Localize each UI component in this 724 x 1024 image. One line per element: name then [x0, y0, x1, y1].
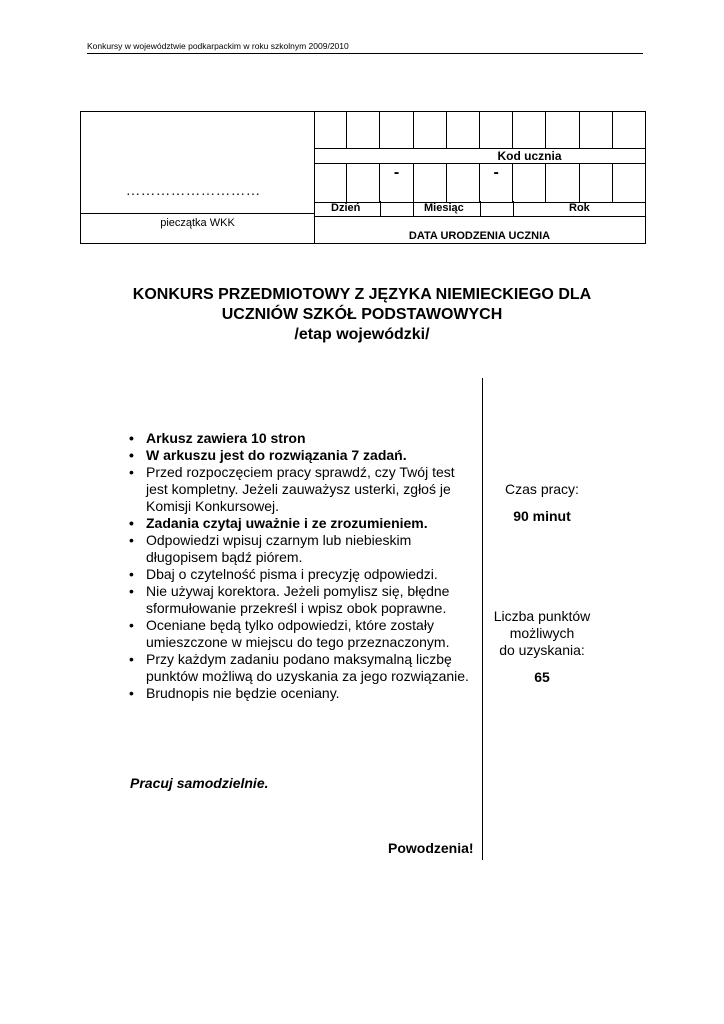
- label-divider: [513, 201, 514, 216]
- date-separator: -: [480, 164, 513, 202]
- header-text: Konkursy w województwie podkarpackim w roku szkolnym 2009/2010: [87, 41, 349, 51]
- instruction-item: • W arkuszu jest do rozwiązania 7 zadań.: [126, 447, 476, 464]
- code-box[interactable]: [380, 112, 413, 148]
- month-box[interactable]: [414, 164, 447, 202]
- stamp-divider: [81, 213, 314, 214]
- label-divider: [480, 201, 481, 216]
- year-box[interactable]: [546, 164, 579, 202]
- instruction-item: • Zadania czytaj uważnie i ze zrozumieniem.: [126, 515, 476, 532]
- page-title: [60, 285, 664, 345]
- instruction-item: • Odpowiedzi wpisuj czarnym lub niebieskim długopisem bądź piórem.: [126, 532, 476, 566]
- stamp-cell: [81, 112, 315, 243]
- code-box[interactable]: [546, 112, 579, 148]
- code-box[interactable]: [480, 112, 513, 148]
- work-time-label: Czas pracy:: [505, 481, 579, 497]
- day-label: Dzień: [331, 202, 361, 214]
- points-value: 65: [534, 669, 550, 685]
- day-box[interactable]: [314, 164, 347, 202]
- birth-date-labels: [314, 201, 645, 217]
- instruction-item: • Oceniane będą tylko odpowiedzi, które zostały umieszczone w miejscu do tego przeznaczonym.: [126, 617, 476, 651]
- instruction-item: • Przy każdym zadaniu podano maksymalną liczbę punktów możliwą do uzyskania za jego rozwiązanie.: [126, 651, 476, 685]
- stamp-label: pieczątka WKK: [160, 217, 235, 229]
- instruction-item: • Dbaj o czytelność pisma i precyzję odpowiedzi.: [126, 566, 476, 583]
- instruction-item: • Brudnopis nie będzie oceniany.: [126, 685, 476, 702]
- year-box[interactable]: [580, 164, 613, 202]
- identification-table: [80, 111, 646, 244]
- day-box[interactable]: [347, 164, 380, 202]
- month-label: Miesiąc: [424, 202, 464, 214]
- month-box[interactable]: [447, 164, 480, 202]
- title-line-2: UCZNIÓW SZKÓŁ PODSTAWOWYCH: [221, 306, 503, 323]
- year-box[interactable]: [613, 164, 645, 202]
- year-box[interactable]: [513, 164, 546, 202]
- label-divider: [413, 201, 414, 216]
- code-box[interactable]: [613, 112, 645, 148]
- code-box[interactable]: [580, 112, 613, 148]
- instruction-item: • Nie używaj korektora. Jeżeli pomylisz się, błędne sformułowanie przekreśl i wpisz obok poprawne.: [126, 583, 476, 617]
- birth-date-boxes: [314, 163, 645, 203]
- birth-date-caption: DATA URODZENIA UCZNIA: [408, 230, 551, 242]
- points-label-line-1: Liczba punktów: [493, 608, 591, 624]
- work-time-value: 90 minut: [513, 508, 571, 524]
- student-code-label: Kod ucznia: [497, 149, 562, 163]
- points-label-line-3: do uzyskania:: [499, 642, 585, 658]
- title-line-3: /etap wojewódzki/: [294, 326, 430, 343]
- instructions-list: [126, 430, 476, 702]
- page-header: [87, 41, 643, 54]
- points-label-line-2: możliwych: [509, 625, 575, 641]
- student-code-boxes: [314, 112, 645, 149]
- student-info-cell: [314, 112, 645, 243]
- code-box[interactable]: [447, 112, 480, 148]
- code-box[interactable]: [347, 112, 380, 148]
- instruction-item: • Przed rozpoczęciem pracy sprawdź, czy Twój test jest kompletny. Jeżeli zauważysz usterki, zgłoś je Komisji Konkursowej.: [126, 464, 476, 515]
- title-line-1: KONKURS PRZEDMIOTOWY Z JĘZYKA NIEMIECKIEGO DLA: [132, 286, 592, 303]
- stamp-dots: ………………………: [126, 184, 261, 199]
- date-separator: -: [380, 164, 413, 202]
- code-box[interactable]: [513, 112, 546, 148]
- column-divider: [482, 378, 483, 860]
- code-box[interactable]: [314, 112, 347, 148]
- good-luck-note: Powodzenia!: [388, 840, 474, 856]
- year-label: Rok: [569, 202, 590, 214]
- instruction-item: • Arkusz zawiera 10 stron: [126, 430, 476, 447]
- work-alone-note: Pracuj samodzielnie.: [130, 775, 269, 791]
- code-box[interactable]: [414, 112, 447, 148]
- label-divider: [380, 201, 381, 216]
